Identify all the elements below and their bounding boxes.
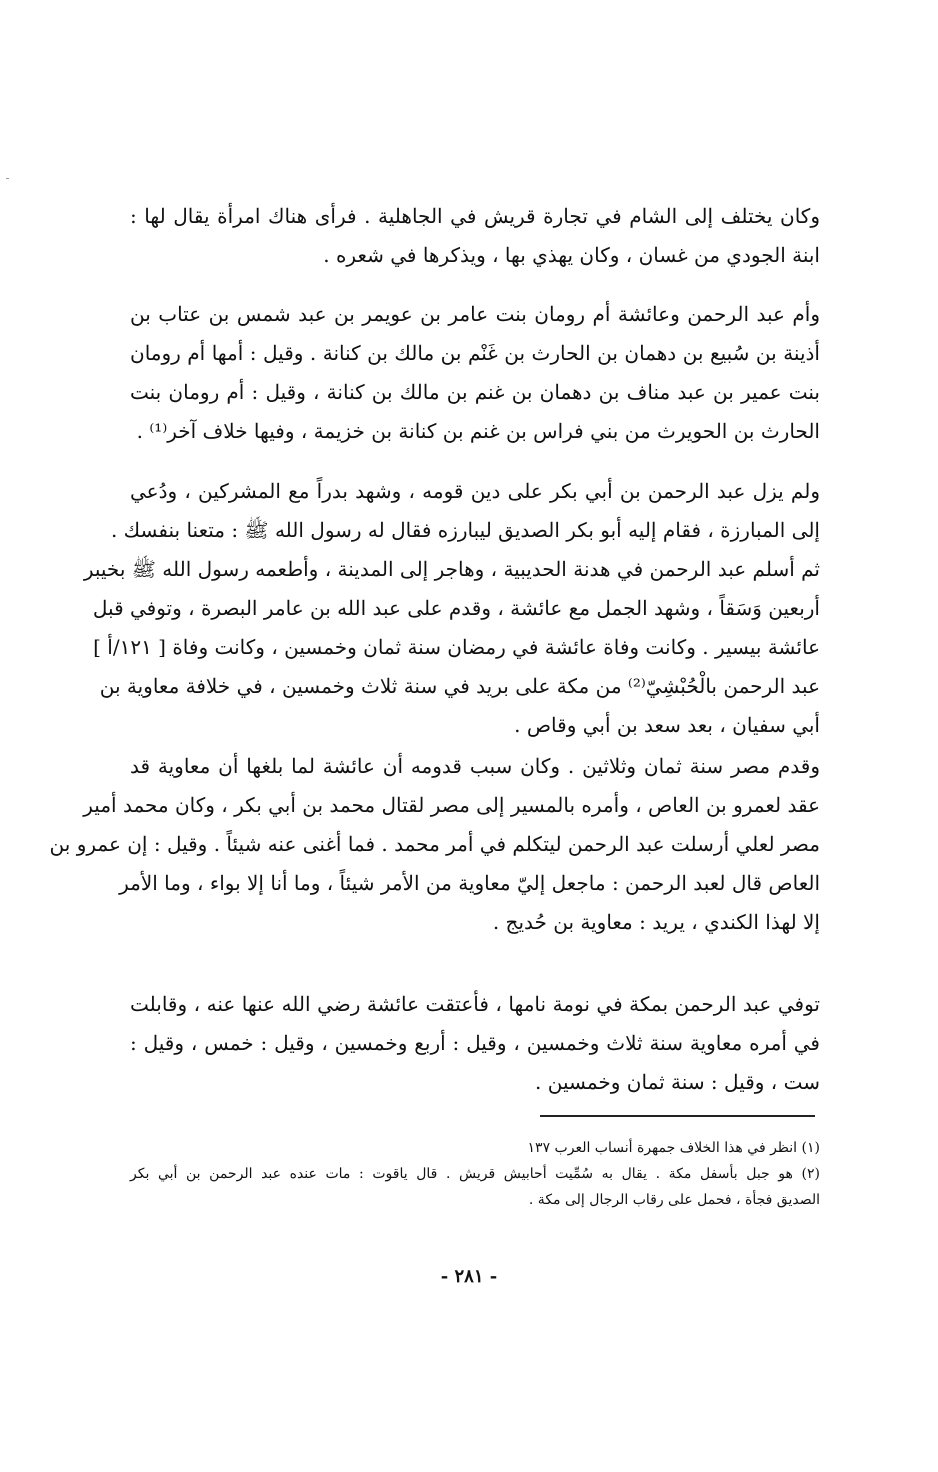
paragraph-line: إلا لهذا الكندي ، يريد : معاوية بن حُديج . (492, 910, 820, 934)
paragraph-2 (130, 295, 820, 451)
paragraph-line: عبد الرحمن بالْحُبْشِيّ⁽²⁾ من مكة على بريد في سنة ثلاث وخمسين ، في خلافة معاوية بن (99, 674, 820, 698)
paragraph-3 (83, 472, 820, 745)
footnote-1: (١) انظر في هذا الخلاف جمهرة أنساب العرب ١٣٧ (527, 1140, 820, 1156)
paragraph-line: ست ، وقيل : سنة ثمان وخمسين . (535, 1070, 820, 1094)
paragraph-line: أذينة بن سُبيع بن دهمان بن الحارث بن غَنْم بن مالك بن كنانة . وقيل : أمها أم رومان (130, 341, 820, 365)
paragraph-line: في أمره معاوية سنة ثلاث وخمسين ، وقيل : أربع وخمسين ، وقيل : خمس ، وقيل : (130, 1031, 820, 1055)
paragraph-line: مصر لعلي أرسلت عبد الرحمن ليتكلم في أمر محمد . فما أغنى عنه شيئاً . وقيل : إن عمرو بن (49, 832, 820, 856)
paragraph-4 (49, 747, 820, 942)
paragraph-line: توفي عبد الرحمن بمكة في نومة نامها ، فأعتقت عائشة رضي الله عنها عنه ، وقابلت (130, 992, 820, 1016)
paragraph-line: العاص قال لعبد الرحمن : ماجعل إليّ معاوية من الأمر شيئاً ، وما أنا إلا بواء ، وما الأمر (119, 871, 820, 895)
paragraph-line: ولم يزل عبد الرحمن بن أبي بكر على دين قومه ، وشهد بدراً مع المشركين ، ودُعي (130, 479, 820, 503)
paragraph-line: ثم أسلم عبد الرحمن في هدنة الحديبية ، وهاجر إلى المدينة ، وأطعمه رسول الله ﷺ بخيبر (83, 557, 820, 581)
paragraph-line: وكان يختلف إلى الشام في تجارة قريش في الجاهلية . فرأى هناك امرأة يقال لها : (130, 204, 820, 228)
paragraph-line: الحارث بن الحويرث من بني فراس بن غنم بن كنانة بن خزيمة ، وفيها خلاف آخر⁽¹⁾ . (136, 419, 820, 443)
footnotes (130, 1135, 820, 1213)
paragraph-line: بنت عمير بن عبد مناف بن دهمان بن غنم بن مالك بن كنانة ، وقيل : أم رومان بنت (130, 380, 820, 404)
paragraph-line: عائشة بيسير . وكانت وفاة عائشة في رمضان سنة ثمان وخمسين ، وكانت وفاة [ ١٢١/أ ] (93, 635, 820, 659)
footnote-2-line-2: الصديق فجأة ، فحمل على رقاب الرجال إلى مكة . (528, 1192, 820, 1208)
paragraph-5 (130, 985, 820, 1102)
margin-mark (6, 178, 9, 179)
paragraph-line: أبي سفيان ، بعد سعد بن أبي وقاص . (514, 713, 820, 737)
paragraph-line: ابنة الجودي من غسان ، وكان يهذي بها ، ويذكرها في شعره . (323, 243, 820, 267)
paragraph-1 (130, 197, 820, 275)
footnote-2-line-1: (٢) هو جبل بأسفل مكة . يقال به سُمِّيت أحابيش قريش . قال ياقوت : مات عنده عبد الرحمن بن أبي بكر (130, 1166, 820, 1182)
page-number: - ٢٨١ - (440, 1266, 498, 1287)
paragraph-line: عقد لعمرو بن العاص ، وأمره بالمسير إلى مصر لقتال محمد بن أبي بكر ، وكان محمد أمير (83, 793, 820, 817)
paragraph-line: إلى المبارزة ، فقام إليه أبو بكر الصديق ليبارزه فقال له رسول الله ﷺ : متعنا بنفسك . (110, 518, 820, 542)
paragraph-line: وأم عبد الرحمن وعائشة أم رومان بنت عامر بن عويمر بن عبد شمس بن عتاب بن (130, 302, 820, 326)
paragraph-line: أربعين وَسَقاً ، وشهد الجمل مع عائشة ، وقدم على عبد الله بن عامر البصرة ، وتوفي قبل (92, 596, 820, 620)
paragraph-line: وقدم مصر سنة ثمان وثلاثين . وكان سبب قدومه أن عائشة لما بلغها أن معاوية قد (130, 754, 820, 778)
footnote-separator (540, 1115, 815, 1117)
